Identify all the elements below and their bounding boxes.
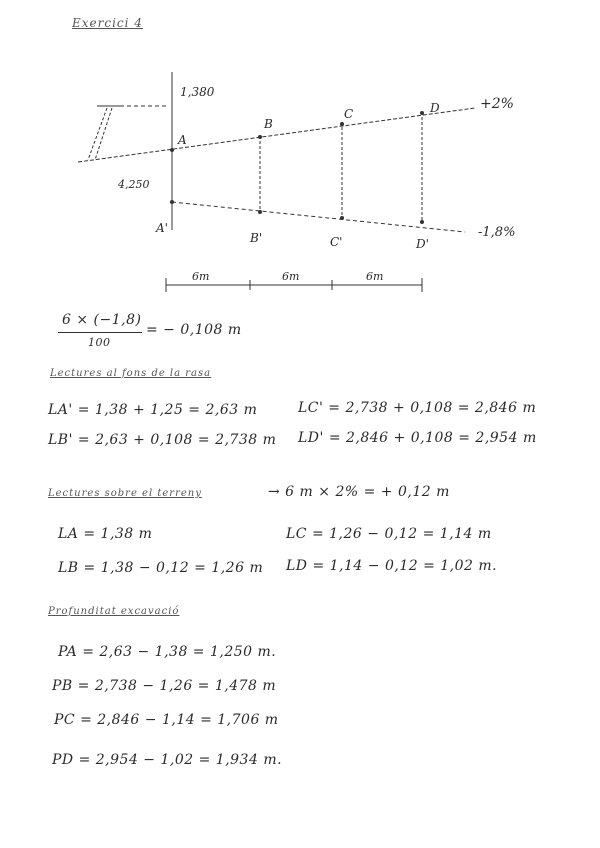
section2-heading: Lectures sobre el terreny	[48, 488, 202, 499]
dimension-2: 6m	[282, 270, 300, 283]
calc-line: LC' = 2,738 + 0,108 = 2,846 m	[298, 400, 537, 416]
reading-top: 1,380	[180, 85, 215, 99]
formula-denominator: 100	[88, 336, 111, 349]
slope-top-label: +2%	[480, 96, 514, 112]
calc-line: LA' = 1,38 + 1,25 = 2,63 m	[48, 402, 258, 418]
point-c2-label: C'	[330, 235, 343, 249]
dimension-3: 6m	[366, 270, 384, 283]
point-d-label: D	[430, 101, 440, 115]
calc-line: LB = 1,38 − 0,12 = 1,26 m	[58, 560, 264, 576]
calc-line: LD = 1,14 − 0,12 = 1,02 m.	[286, 558, 498, 574]
calc-line: LD' = 2,846 + 0,108 = 2,954 m	[298, 430, 537, 446]
formula-numerator: 6 × (−1,8)	[62, 312, 142, 328]
calc-line: LA = 1,38 m	[58, 526, 153, 542]
point-b-label: B	[264, 117, 273, 131]
calc-line: LC = 1,26 − 0,12 = 1,14 m	[286, 526, 492, 542]
calc-line: LB' = 2,63 + 0,108 = 2,738 m	[48, 432, 277, 448]
point-a-label: A	[178, 133, 187, 147]
section2-note: → 6 m × 2% = + 0,12 m	[268, 484, 450, 500]
page-title: Exercici 4	[72, 16, 143, 30]
slope-bottom-label: -1,8%	[478, 225, 516, 240]
calc-line: PB = 2,738 − 1,26 = 1,478 m	[52, 678, 277, 694]
calc-line: PD = 2,954 − 1,02 = 1,934 m.	[52, 752, 283, 768]
reading-left: 4,250	[118, 178, 150, 191]
point-c-label: C	[344, 107, 354, 121]
calc-line: PA = 2,63 − 1,38 = 1,250 m.	[58, 644, 277, 660]
section1-heading: Lectures al fons de la rasa	[50, 368, 212, 379]
point-d2-label: D'	[416, 237, 429, 251]
point-a2-label: A'	[156, 221, 168, 235]
calc-line: PC = 2,846 − 1,14 = 1,706 m	[54, 712, 279, 728]
formula-fraction-bar	[58, 332, 142, 333]
dimension-1: 6m	[192, 270, 210, 283]
point-b2-label: B'	[250, 231, 263, 245]
section3-heading: Profunditat excavació	[48, 606, 180, 617]
formula-result: = − 0,108 m	[146, 322, 242, 338]
